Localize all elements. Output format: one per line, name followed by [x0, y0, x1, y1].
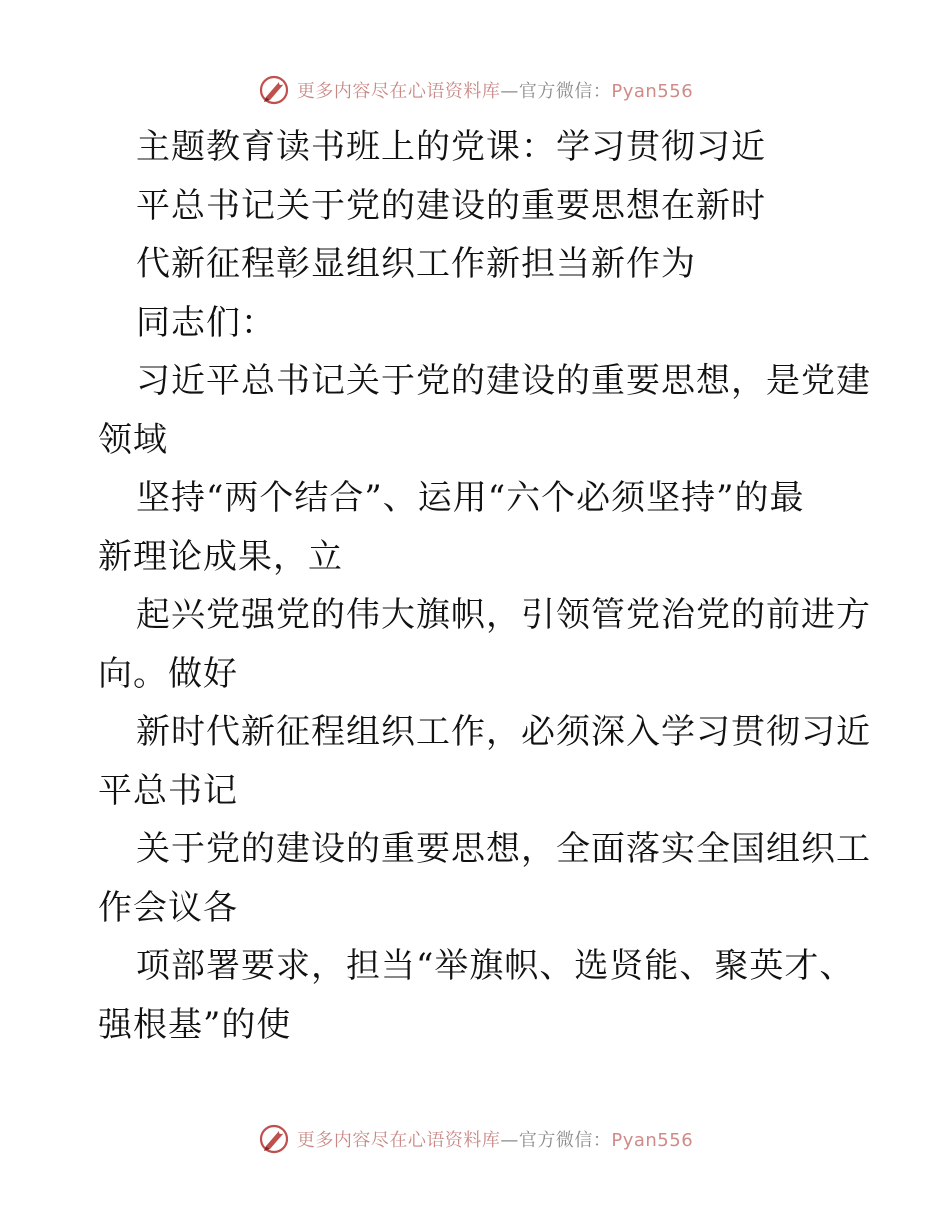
header-banner	[0, 70, 950, 110]
salutation: 同志们：	[136, 302, 276, 343]
footer-text	[297, 1126, 693, 1152]
paragraph-line: 起兴党强党的伟大旗帜，引领管党治党的前进方	[136, 595, 871, 635]
footer-main-text: 更多内容尽在心语资料库	[296, 1130, 501, 1151]
title-line-3: 代新征程彰显组织工作新担当新作为	[136, 244, 696, 284]
paragraph-line: 习近平总书记关于党的建设的重要思想，是党建	[136, 361, 871, 401]
title-line-2: 平总书记关于党的建设的重要思想在新时	[136, 185, 766, 226]
header-wechat-id: Pyan556	[611, 81, 694, 102]
paragraph-line: 向。做好	[98, 653, 238, 694]
paragraph-line: 作会议各	[98, 887, 238, 928]
paragraph-line: 平总书记	[98, 770, 238, 811]
pen-logo-icon	[257, 1122, 291, 1156]
paragraph-line: 领域	[98, 419, 168, 460]
paragraph-line: 项部署要求，担当“举旗帜、选贤能、聚英才、	[136, 946, 855, 986]
footer-separator: —	[500, 1130, 519, 1151]
document-body	[98, 118, 871, 1054]
header-wechat-label: 官方微信：	[518, 81, 612, 102]
header-main-text: 更多内容尽在心语资料库	[296, 81, 501, 102]
paragraph-line: 关于党的建设的重要思想，全面落实全国组织工	[136, 829, 871, 869]
footer-wechat-id: Pyan556	[611, 1130, 694, 1151]
paragraph-line: 新时代新征程组织工作，必须深入学习贯彻习近	[136, 712, 871, 752]
header-text	[297, 77, 693, 103]
pen-logo-icon	[257, 73, 291, 107]
title-line-1: 主题教育读书班上的党课：学习贯彻习近	[136, 127, 766, 167]
paragraph-line: 坚持“两个结合”、运用“六个必须坚持”的最	[136, 478, 805, 518]
footer-wechat-label: 官方微信：	[518, 1130, 612, 1151]
paragraph-line: 强根基”的使	[98, 1004, 292, 1045]
header-separator: —	[500, 81, 519, 102]
paragraph-line: 新理论成果，立	[98, 536, 343, 577]
footer-banner	[0, 1119, 950, 1159]
